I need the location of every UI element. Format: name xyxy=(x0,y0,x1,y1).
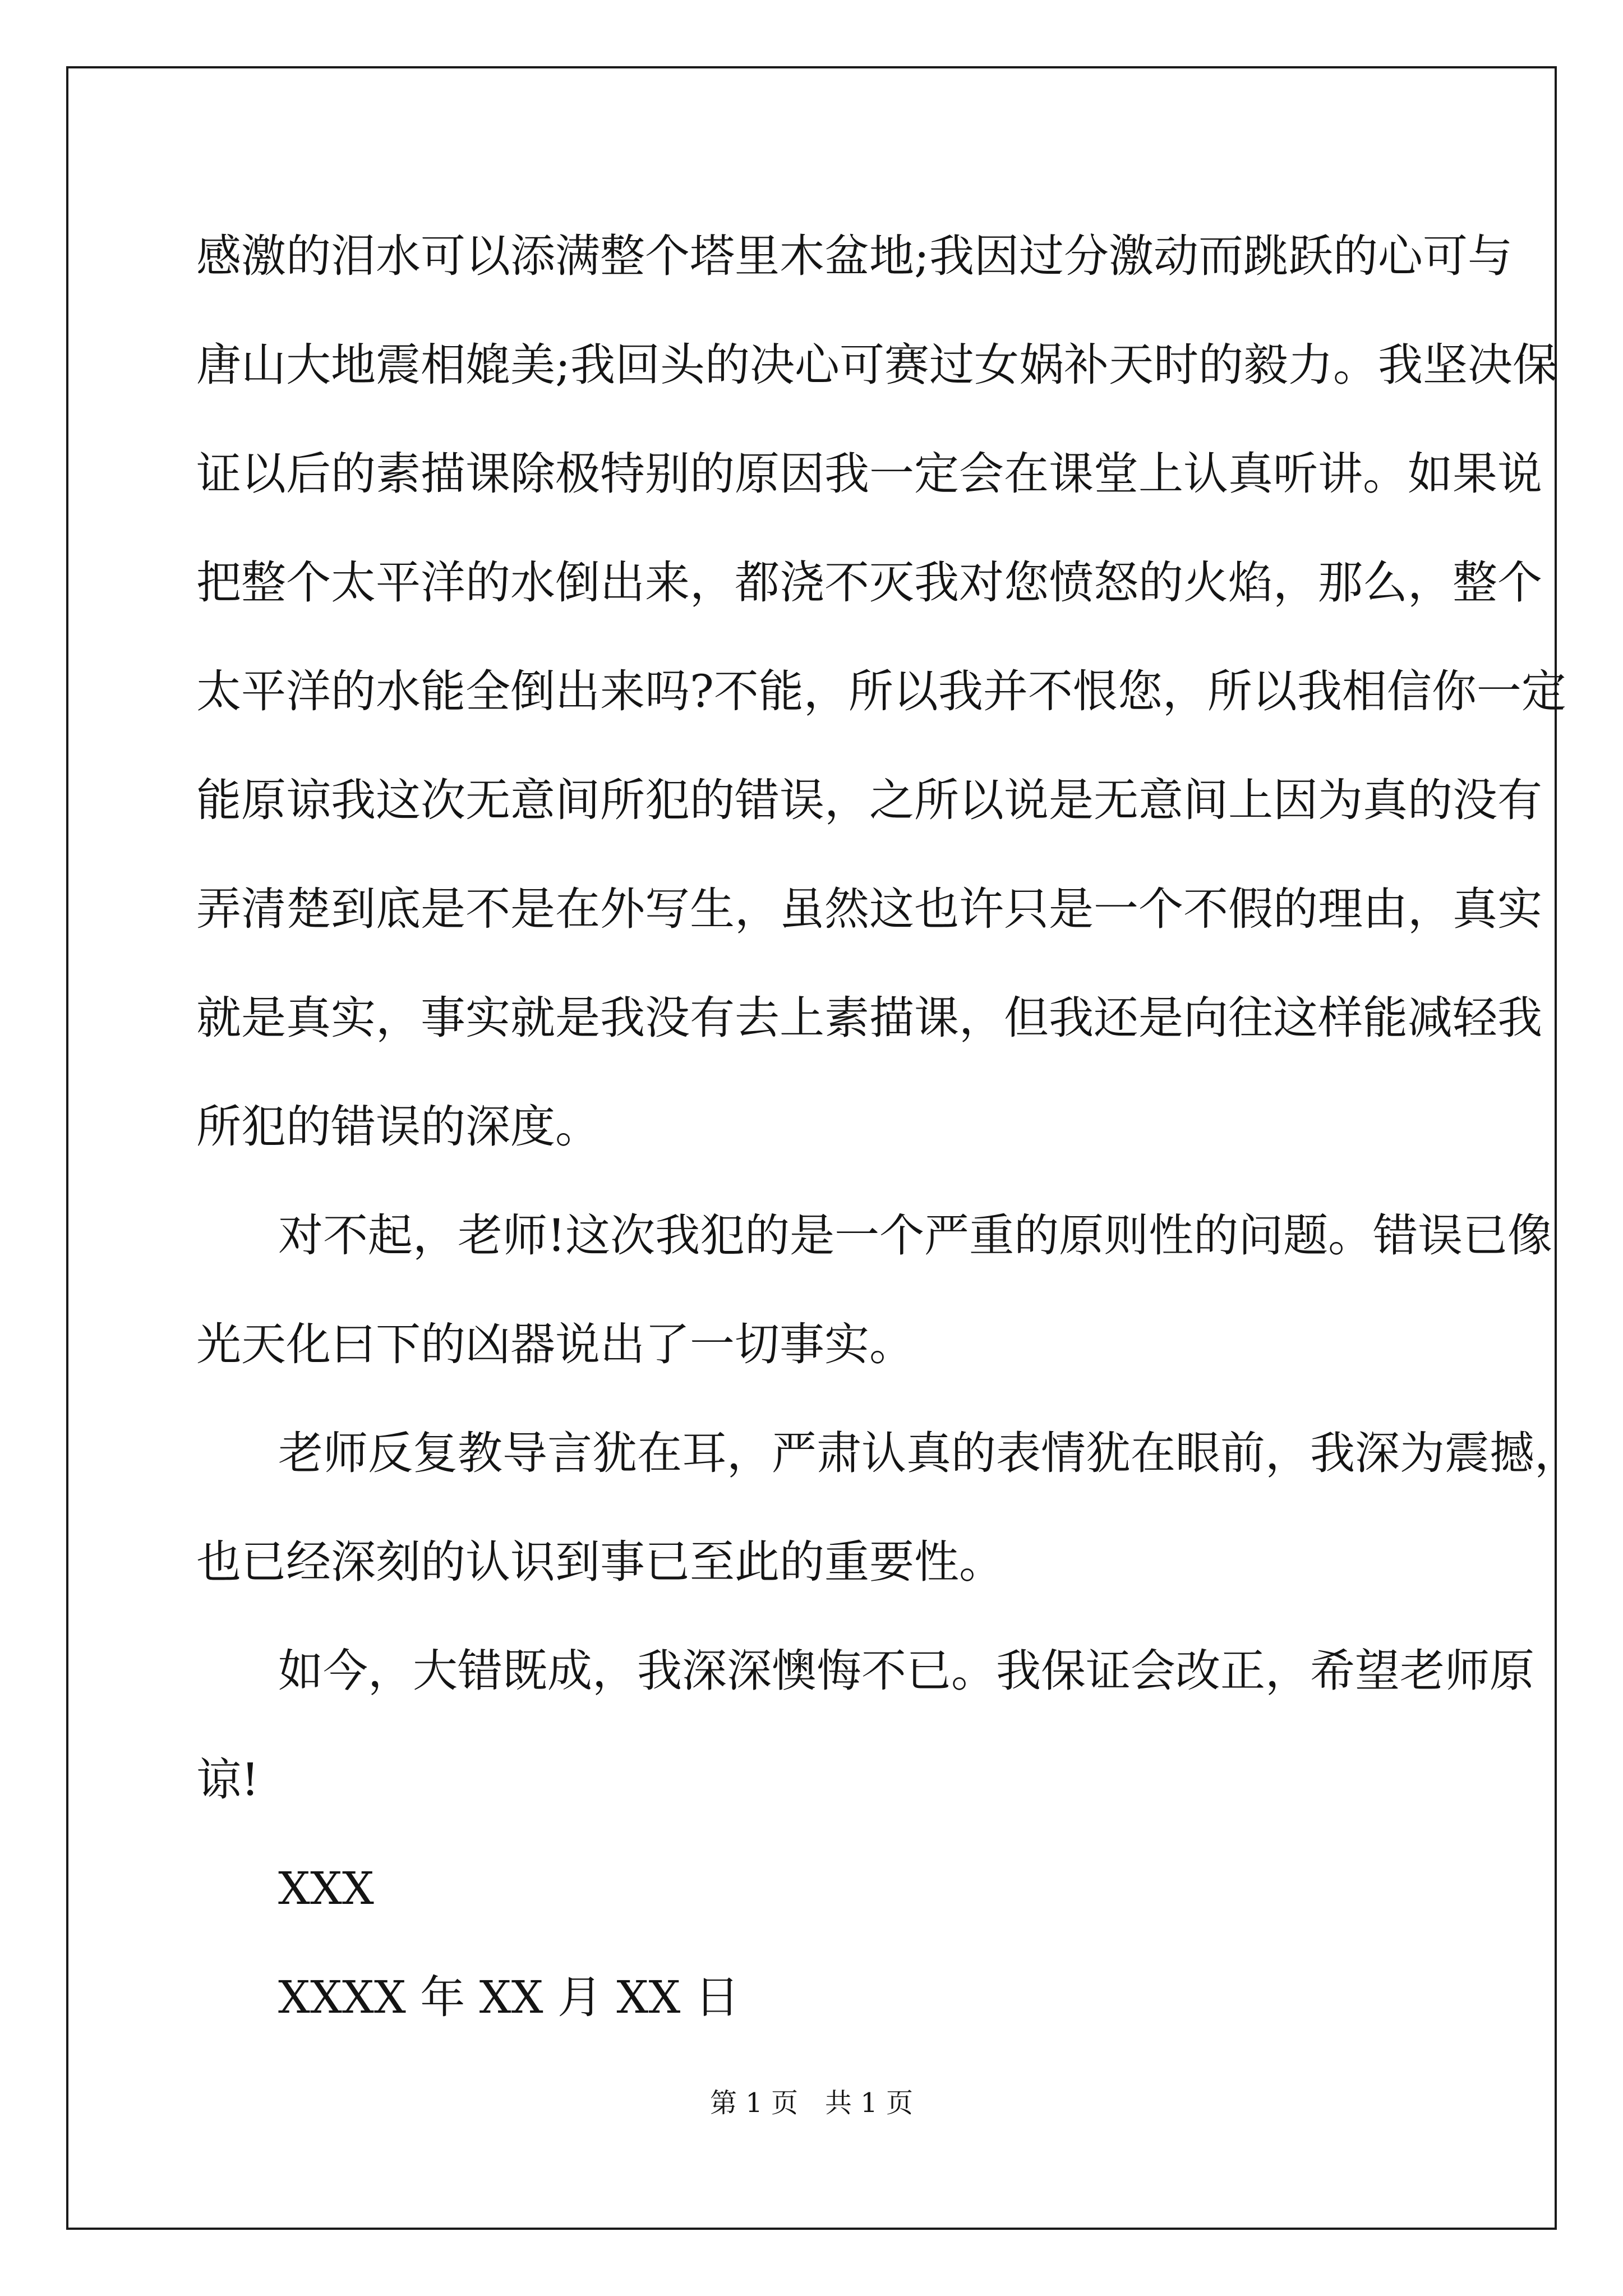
text-line: 谅! xyxy=(196,1754,260,1806)
text-line: 太平洋的水能全倒出来吗?不能，所以我并不恨您，所以我相信你一定 xyxy=(196,665,1566,717)
text-line: 唐山大地震相媲美;我回头的决心可赛过女娲补天时的毅力。我坚决保 xyxy=(196,339,1557,391)
letter-body xyxy=(196,202,1579,2052)
text-line: 能原谅我这次无意间所犯的错误，之所以说是无意间上因为真的没有 xyxy=(196,774,1542,826)
text-line: 所犯的错误的深度。 xyxy=(196,1101,600,1153)
text-line: 把整个太平洋的水倒出来，都浇不灭我对您愤怒的火焰，那么，整个 xyxy=(196,556,1542,609)
paragraph-start-line: 老师反复教导言犹在耳，严肃认真的表情犹在眼前，我深为震撼， xyxy=(278,1427,1579,1479)
paragraph-start-line: 对不起，老师!这次我犯的是一个严重的原则性的问题。错误已像 xyxy=(278,1209,1553,1262)
text-line: 光天化曰下的凶器说出了一切事实。 xyxy=(196,1318,914,1370)
signature-date: XXXX 年 XX 月 XX 日 xyxy=(278,1971,740,2023)
text-line: 就是真实，事实就是我没有去上素描课，但我还是向往这样能减轻我 xyxy=(196,992,1542,1044)
text-line: 弄清楚到底是不是在外写生，虽然这也许只是一个不假的理由，真实 xyxy=(196,883,1542,935)
paragraph-start-line: 如今，大错既成，我深深懊悔不已。我保证会改正，希望老师原 xyxy=(278,1645,1534,1697)
text-line: 感激的泪水可以添满整个塔里木盆地;我因过分激动而跳跃的心可与 xyxy=(196,230,1513,282)
text-line: 证以后的素描课除极特别的原因我一定会在课堂上认真听讲。如果说 xyxy=(196,448,1542,500)
text-line: 也已经深刻的认识到事已至此的重要性。 xyxy=(196,1536,1004,1588)
page-number-footer: 第 1 页 共 1 页 xyxy=(709,2087,914,2119)
signature-name: XXX xyxy=(278,1862,374,1915)
